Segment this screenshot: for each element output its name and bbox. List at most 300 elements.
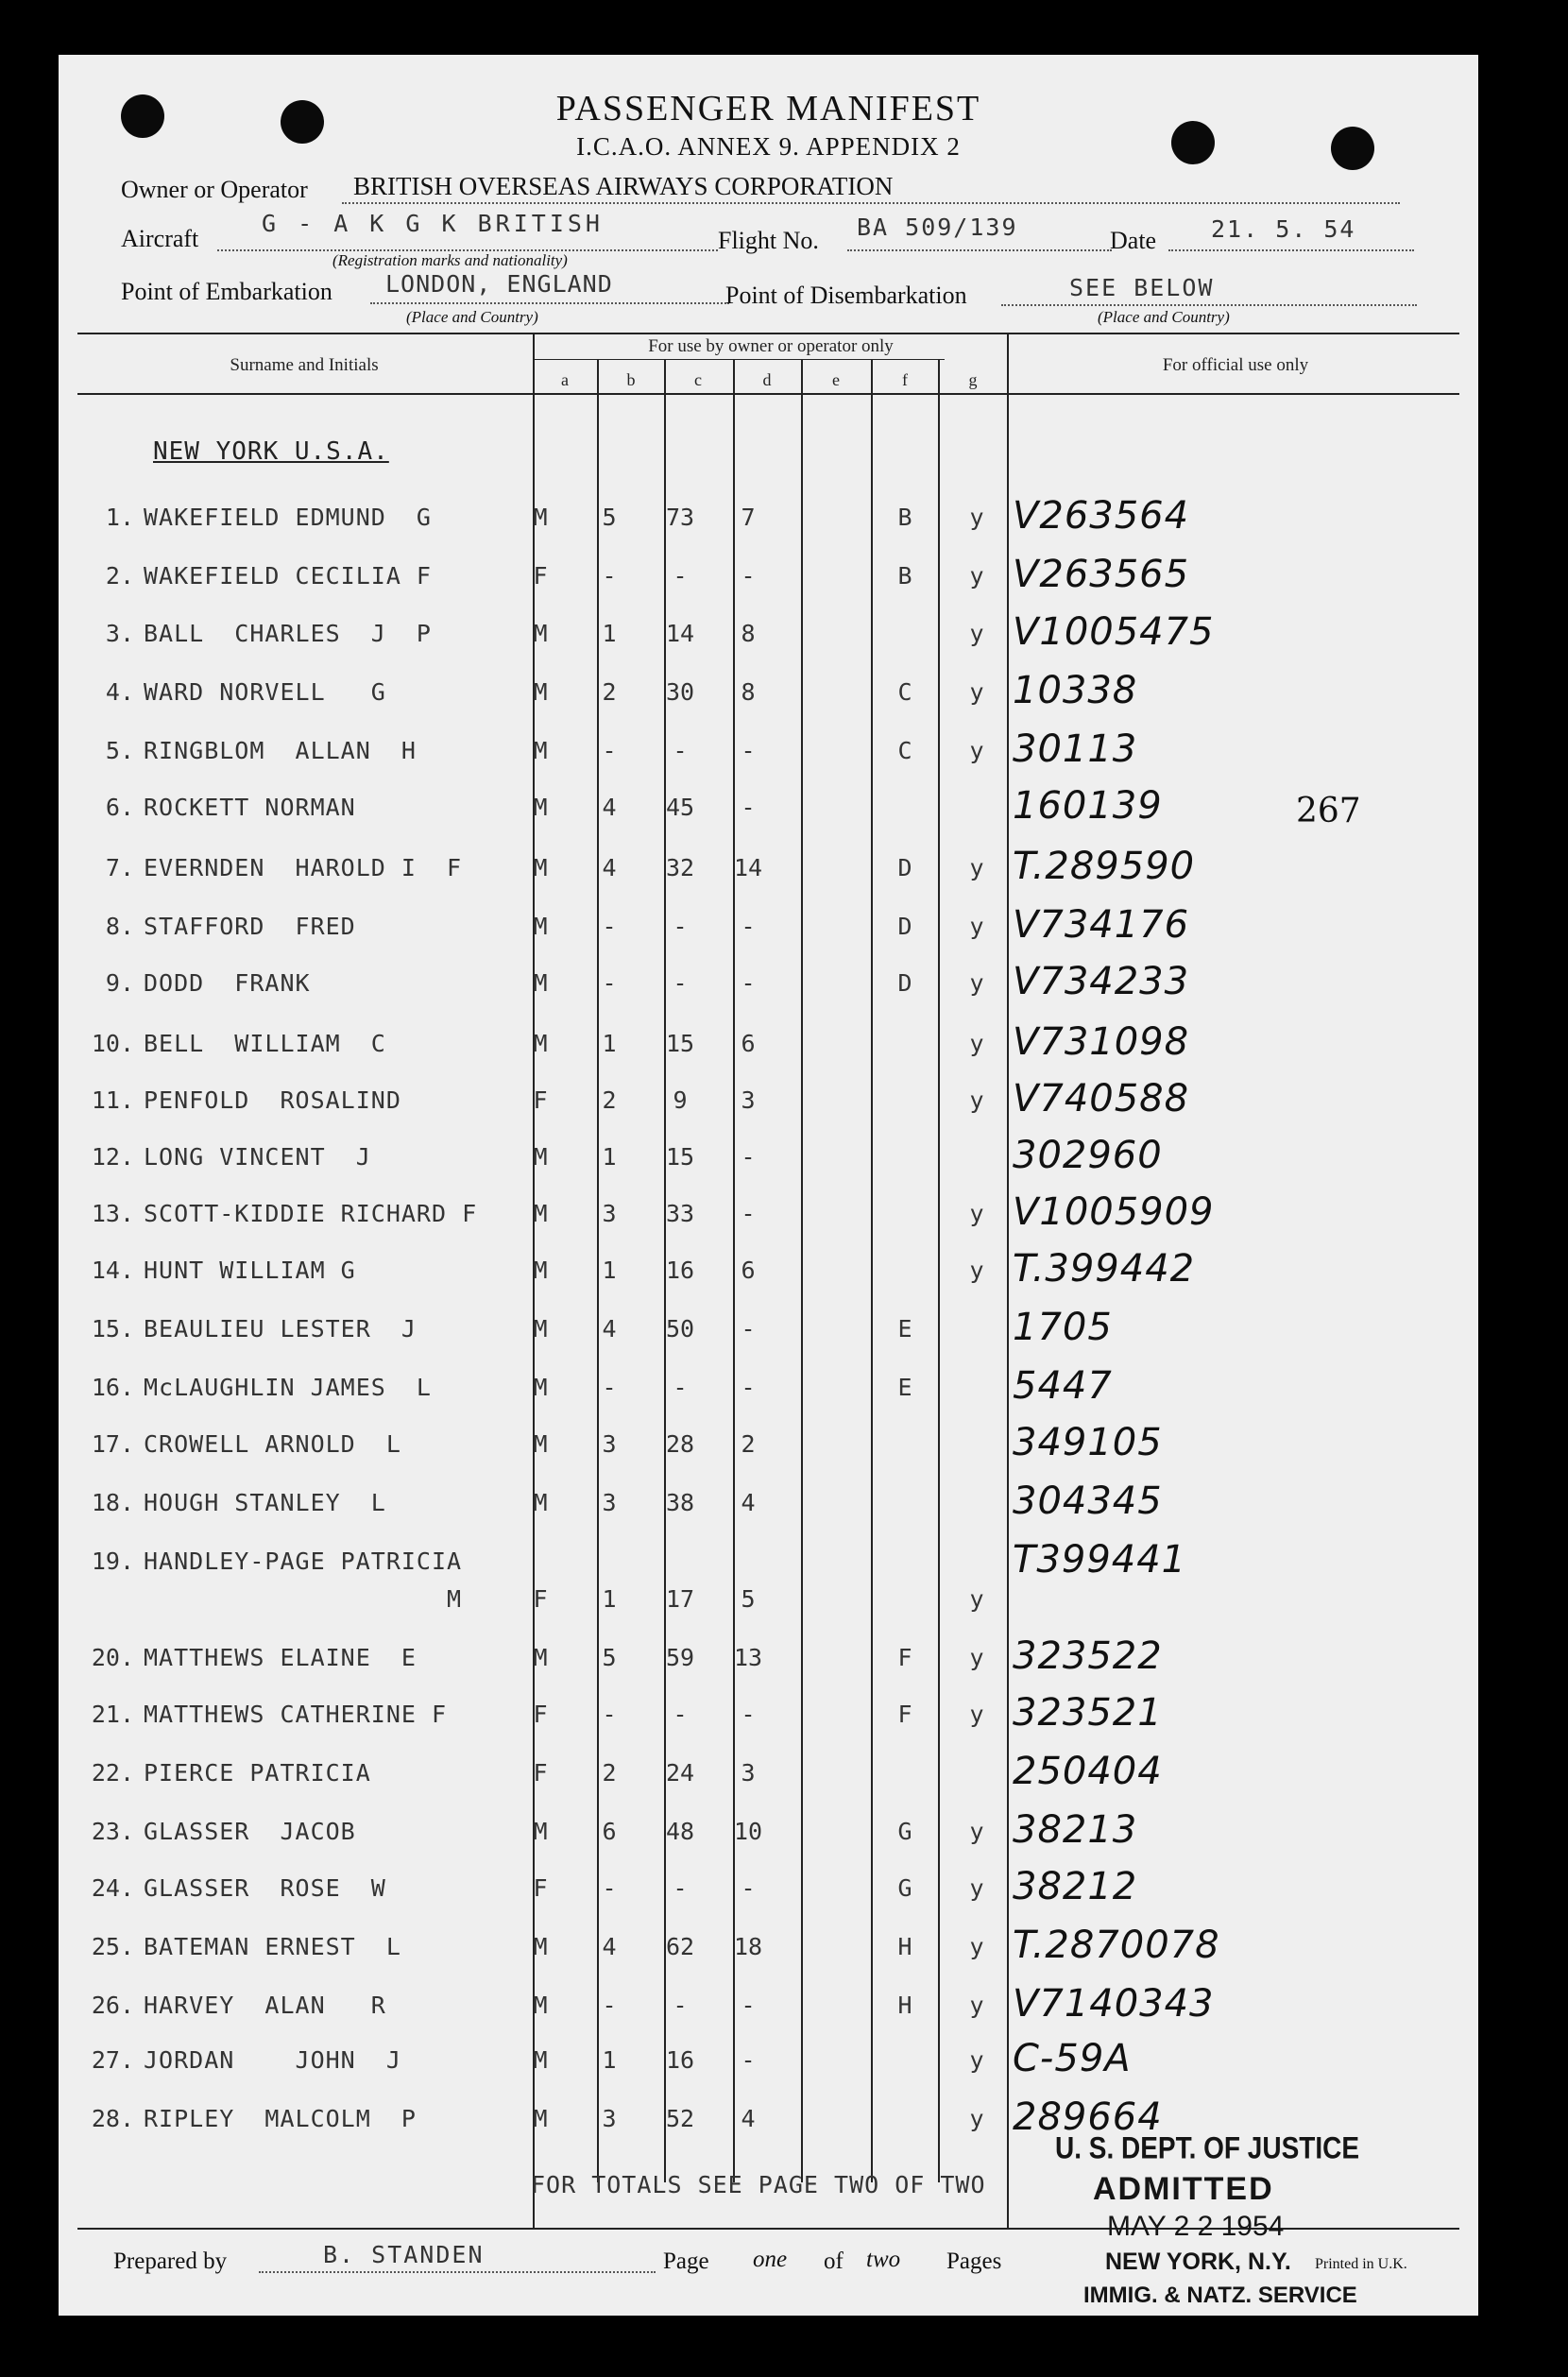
col-f: B — [897, 504, 912, 531]
col-f: C — [897, 737, 912, 764]
row-number: 28. — [91, 2105, 134, 2132]
table-row — [59, 610, 1478, 658]
passenger-name: M — [144, 1585, 463, 1613]
row-number: 12. — [91, 1143, 134, 1171]
col-c: 30 — [665, 678, 695, 706]
col-c: 16 — [665, 1257, 695, 1284]
table-row — [59, 2037, 1478, 2084]
col-b: 3 — [602, 1489, 617, 1516]
col-d: - — [741, 794, 756, 821]
disembark-label: Point of Disembarkation — [725, 282, 967, 309]
row-number: 26. — [91, 1992, 134, 2019]
official-entry: 323521 — [1013, 1691, 1163, 1735]
col-f: G — [897, 1818, 912, 1845]
col-f: G — [897, 1874, 912, 1902]
col-d: 7 — [741, 504, 756, 531]
stamp-line-5: IMMIG. & NATZ. SERVICE — [1083, 2283, 1357, 2308]
col-letter-b: b — [626, 370, 636, 389]
col-g: y — [969, 1644, 984, 1671]
embark-label: Point of Embarkation — [121, 278, 332, 305]
official-entry: 1705 — [1013, 1306, 1113, 1349]
passenger-name: HARVEY ALAN R — [144, 1992, 386, 2019]
col-c: 38 — [665, 1489, 695, 1516]
col-b: 4 — [602, 1933, 617, 1960]
row-number: 14. — [91, 1257, 134, 1284]
col-f: D — [897, 913, 912, 940]
section-heading: NEW YORK U.S.A. — [153, 437, 389, 466]
col-a: M — [533, 1489, 548, 1516]
col-a: M — [533, 1992, 548, 2019]
col-b: 6 — [602, 1818, 617, 1845]
col-c: 24 — [665, 1759, 695, 1787]
table-row — [59, 1020, 1478, 1068]
official-entry: V263564 — [1013, 494, 1190, 538]
table-row — [59, 1585, 1478, 1623]
row-number: 22. — [91, 1759, 134, 1787]
col-a: F — [533, 1874, 548, 1902]
col-b: - — [602, 1992, 617, 2019]
col-b: 3 — [602, 1430, 617, 1458]
col-a: M — [533, 1374, 548, 1401]
document-title: PASSENGER MANIFEST — [555, 89, 981, 128]
col-d: - — [741, 1143, 756, 1171]
passenger-name: HANDLEY-PAGE PATRICIA — [144, 1548, 463, 1575]
row-number: 15. — [91, 1315, 134, 1342]
col-b: 2 — [602, 1759, 617, 1787]
col-d: - — [741, 737, 756, 764]
table-row — [59, 1808, 1478, 1855]
col-d: - — [741, 562, 756, 590]
table-row — [59, 960, 1478, 1007]
col-b: 1 — [602, 1585, 617, 1613]
col-c: - — [673, 913, 688, 940]
totals-note: FOR TOTALS SEE PAGE TWO OF TWO — [531, 2171, 986, 2198]
col-a: F — [533, 1701, 548, 1728]
col-f: D — [897, 854, 912, 881]
flight-label: Flight No. — [718, 227, 819, 254]
row-number: 3. — [105, 620, 134, 647]
col-c: 59 — [665, 1644, 695, 1671]
official-entry: 349105 — [1013, 1421, 1163, 1464]
col-d: 8 — [741, 620, 756, 647]
official-entry: 30113 — [1013, 727, 1138, 771]
table-row — [59, 1077, 1478, 1124]
col-c: 17 — [665, 1585, 695, 1613]
col-b: 1 — [602, 2046, 617, 2074]
aircraft-value: G - A K G K BRITISH — [262, 210, 604, 237]
col-g: y — [969, 1030, 984, 1057]
col-d: 4 — [741, 2105, 756, 2132]
col-g: y — [969, 1585, 984, 1613]
official-entry: V731098 — [1013, 1020, 1190, 1064]
col-b: 5 — [602, 504, 617, 531]
col-c: - — [673, 1992, 688, 2019]
col-c: - — [673, 969, 688, 997]
table-row — [59, 1924, 1478, 1971]
row-number: 10. — [91, 1030, 134, 1057]
table-row — [59, 1306, 1478, 1353]
col-c: - — [673, 562, 688, 590]
col-g: y — [969, 969, 984, 997]
col-g: y — [969, 737, 984, 764]
official-entry: V7140343 — [1013, 1982, 1215, 2026]
table-row — [59, 1247, 1478, 1294]
prepared-line — [259, 2271, 656, 2273]
col-c: 50 — [665, 1315, 695, 1342]
passenger-name: McLAUGHLIN JAMES L — [144, 1374, 432, 1401]
date-label: Date — [1110, 227, 1157, 254]
official-entry: 160139 — [1013, 784, 1163, 828]
owner-label: Owner or Operator — [121, 176, 308, 203]
col-a: F — [533, 1086, 548, 1114]
col-g: y — [969, 2046, 984, 2074]
passenger-name: BELL WILLIAM C — [144, 1030, 386, 1057]
official-use-header: For official use only — [1162, 355, 1309, 375]
col-d: - — [741, 1374, 756, 1401]
row-number: 17. — [91, 1430, 134, 1458]
stamp-line-1: U. S. DEPT. OF JUSTICE — [1055, 2130, 1360, 2165]
col-g: y — [969, 2105, 984, 2132]
col-a: M — [533, 1933, 548, 1960]
col-f: E — [897, 1315, 912, 1342]
row-number: 18. — [91, 1489, 134, 1516]
passenger-name: DODD FRANK — [144, 969, 311, 997]
passenger-name: PENFOLD ROSALIND — [144, 1086, 401, 1114]
table-row — [59, 903, 1478, 950]
aircraft-label: Aircraft — [121, 225, 199, 252]
official-entry: T.289590 — [1013, 845, 1196, 888]
col-d: 4 — [741, 1489, 756, 1516]
col-f: D — [897, 969, 912, 997]
col-b: 4 — [602, 1315, 617, 1342]
col-g: y — [969, 562, 984, 590]
col-d: 3 — [741, 1086, 756, 1114]
col-c: 15 — [665, 1143, 695, 1171]
col-d: 6 — [741, 1030, 756, 1057]
embark-note: (Place and Country) — [406, 308, 538, 326]
passenger-name: RINGBLOM ALLAN H — [144, 737, 417, 764]
official-entry: T.2870078 — [1013, 1924, 1220, 1967]
document-subtitle: I.C.A.O. ANNEX 9. APPENDIX 2 — [576, 132, 961, 161]
col-f: F — [897, 1644, 912, 1671]
pages-label: Pages — [946, 2249, 1002, 2274]
row-number: 6. — [105, 794, 134, 821]
col-c: - — [673, 737, 688, 764]
col-c: 73 — [665, 504, 695, 531]
col-d: 14 — [733, 854, 763, 881]
col-g: y — [969, 854, 984, 881]
row-number: 16. — [91, 1374, 134, 1401]
stamp-line-2: ADMITTED — [1093, 2171, 1274, 2207]
col-a: M — [533, 969, 548, 997]
table-row — [59, 1134, 1478, 1181]
col-b: 2 — [602, 678, 617, 706]
col-a: M — [533, 1818, 548, 1845]
table-row — [59, 1479, 1478, 1527]
col-b: 1 — [602, 620, 617, 647]
official-entry: 5447 — [1013, 1364, 1113, 1408]
official-entry: C-59A — [1013, 2037, 1132, 2080]
passenger-name: HOUGH STANLEY L — [144, 1489, 386, 1516]
row-number: 19. — [91, 1548, 134, 1575]
official-entry: 250404 — [1013, 1750, 1163, 1793]
row-number: 8. — [105, 913, 134, 940]
col-d: - — [741, 969, 756, 997]
col-c: 9 — [673, 1086, 688, 1114]
col-b: 2 — [602, 1086, 617, 1114]
col-b: - — [602, 913, 617, 940]
handwritten-annotation: 267 — [1296, 792, 1361, 830]
col-letter-c: c — [694, 370, 702, 389]
table-row — [59, 1865, 1478, 1912]
col-d: - — [741, 913, 756, 940]
passenger-name: MATTHEWS ELAINE E — [144, 1644, 417, 1671]
passenger-name: MATTHEWS CATHERINE F — [144, 1701, 448, 1728]
table-row — [59, 1750, 1478, 1797]
col-d: - — [741, 1701, 756, 1728]
embark-value: LONDON, ENGLAND — [385, 270, 613, 298]
official-entry: V1005475 — [1013, 610, 1215, 654]
official-entry: V734176 — [1013, 903, 1190, 947]
official-entry: 302960 — [1013, 1134, 1163, 1177]
col-c: 62 — [665, 1933, 695, 1960]
row-number: 25. — [91, 1933, 134, 1960]
col-c: 14 — [665, 620, 695, 647]
col-b: 4 — [602, 794, 617, 821]
row-number: 13. — [91, 1200, 134, 1227]
stamp-line-4: NEW YORK, N.Y. — [1105, 2249, 1291, 2275]
col-g: y — [969, 620, 984, 647]
col-g: y — [969, 1086, 984, 1114]
col-f: E — [897, 1374, 912, 1401]
col-b: 1 — [602, 1257, 617, 1284]
col-g: y — [969, 1200, 984, 1227]
passenger-name: EVERNDEN HAROLD I F — [144, 854, 463, 881]
official-entry: V1005909 — [1013, 1190, 1215, 1234]
col-d: 13 — [733, 1644, 763, 1671]
col-b: - — [602, 737, 617, 764]
row-number: 20. — [91, 1644, 134, 1671]
col-g: y — [969, 678, 984, 706]
col-f: F — [897, 1701, 912, 1728]
table-row — [59, 553, 1478, 600]
table-row — [59, 784, 1478, 831]
official-entry: V740588 — [1013, 1077, 1190, 1120]
col-letter-e: e — [832, 370, 840, 389]
col-letter-a: a — [561, 370, 569, 389]
passenger-name: WAKEFIELD CECILIA F — [144, 562, 432, 590]
row-number: 24. — [91, 1874, 134, 1902]
table-row — [59, 1421, 1478, 1468]
passenger-list — [59, 55, 1478, 2316]
col-c: 45 — [665, 794, 695, 821]
official-entry: V263565 — [1013, 553, 1190, 596]
aircraft-note: (Registration marks and nationality) — [332, 251, 568, 269]
col-f: B — [897, 562, 912, 590]
col-b: - — [602, 969, 617, 997]
passenger-name: GLASSER JACOB — [144, 1818, 356, 1845]
table-row — [59, 727, 1478, 775]
passenger-name: WARD NORVELL G — [144, 678, 386, 706]
col-d: 18 — [733, 1933, 763, 1960]
table-row — [59, 1691, 1478, 1738]
passenger-name: STAFFORD FRED — [144, 913, 356, 940]
col-d: - — [741, 1200, 756, 1227]
col-f: H — [897, 1933, 912, 1960]
col-c: 52 — [665, 2105, 695, 2132]
passenger-name: HUNT WILLIAM G — [144, 1257, 356, 1284]
col-c: 15 — [665, 1030, 695, 1057]
row-number: 5. — [105, 737, 134, 764]
col-a: M — [533, 2046, 548, 2074]
col-a: M — [533, 794, 548, 821]
col-c: 48 — [665, 1818, 695, 1845]
col-a: M — [533, 854, 548, 881]
col-d: - — [741, 1315, 756, 1342]
date-value: 21. 5. 54 — [1211, 215, 1356, 243]
print-note: Printed in U.K. — [1315, 2256, 1407, 2272]
col-a: M — [533, 2105, 548, 2132]
col-a: M — [533, 1315, 548, 1342]
passenger-name: BEAULIEU LESTER J — [144, 1315, 417, 1342]
passenger-name: WAKEFIELD EDMUND G — [144, 504, 432, 531]
col-c: - — [673, 1374, 688, 1401]
official-entry: 304345 — [1013, 1479, 1163, 1523]
prepared-value: B. STANDEN — [323, 2241, 485, 2268]
col-letter-g: g — [968, 370, 978, 389]
col-f: H — [897, 1992, 912, 2019]
official-entry: 323522 — [1013, 1634, 1163, 1678]
passenger-name: PIERCE PATRICIA — [144, 1759, 371, 1787]
passenger-name: CROWELL ARNOLD L — [144, 1430, 401, 1458]
surname-column-header: Surname and Initials — [230, 355, 379, 375]
col-a: M — [533, 737, 548, 764]
col-letter-f: f — [902, 370, 908, 389]
col-a: M — [533, 1030, 548, 1057]
table-row — [59, 1538, 1478, 1585]
table-row — [59, 494, 1478, 541]
flight-value: BA 509/139 — [857, 214, 1018, 241]
col-a: M — [533, 620, 548, 647]
passenger-name: GLASSER ROSE W — [144, 1874, 386, 1902]
passenger-name: BATEMAN ERNEST L — [144, 1933, 401, 1960]
col-g: y — [969, 1933, 984, 1960]
page-label: Page — [663, 2249, 709, 2274]
passenger-name: SCOTT-KIDDIE RICHARD F — [144, 1200, 478, 1227]
col-g: y — [969, 913, 984, 940]
row-number: 1. — [105, 504, 134, 531]
col-c: 28 — [665, 1430, 695, 1458]
official-entry: 38213 — [1013, 1808, 1138, 1852]
col-d: - — [741, 1874, 756, 1902]
col-a: F — [533, 562, 548, 590]
col-c: 32 — [665, 854, 695, 881]
col-a: M — [533, 1430, 548, 1458]
col-a: M — [533, 1257, 548, 1284]
passenger-name: LONG VINCENT J — [144, 1143, 371, 1171]
passenger-name: ROCKETT NORMAN — [144, 794, 356, 821]
row-number: 23. — [91, 1818, 134, 1845]
col-a: M — [533, 504, 548, 531]
col-d: 5 — [741, 1585, 756, 1613]
table-row — [59, 1190, 1478, 1238]
col-g: y — [969, 1701, 984, 1728]
col-b: - — [602, 1701, 617, 1728]
official-entry: 38212 — [1013, 1865, 1138, 1908]
col-d: - — [741, 2046, 756, 2074]
col-b: 4 — [602, 854, 617, 881]
manifest-page — [59, 55, 1478, 2316]
col-a: M — [533, 913, 548, 940]
col-b: 3 — [602, 1200, 617, 1227]
col-b: 1 — [602, 1030, 617, 1057]
col-b: - — [602, 562, 617, 590]
row-number: 11. — [91, 1086, 134, 1114]
disembark-note: (Place and Country) — [1098, 308, 1230, 326]
passenger-name: JORDAN JOHN J — [144, 2046, 401, 2074]
col-g: y — [969, 1818, 984, 1845]
col-g: y — [969, 1257, 984, 1284]
col-c: 33 — [665, 1200, 695, 1227]
col-a: F — [533, 1585, 548, 1613]
official-entry: 10338 — [1013, 669, 1138, 712]
col-d: 6 — [741, 1257, 756, 1284]
col-b: - — [602, 1374, 617, 1401]
row-number: 9. — [105, 969, 134, 997]
col-f: C — [897, 678, 912, 706]
col-g: y — [969, 1874, 984, 1902]
of-value: two — [866, 2247, 901, 2272]
row-number: 7. — [105, 854, 134, 881]
col-d: 3 — [741, 1759, 756, 1787]
owner-use-header: For use by owner or operator only — [648, 336, 894, 356]
table-row — [59, 1364, 1478, 1411]
row-number: 27. — [91, 2046, 134, 2074]
col-d: 10 — [733, 1818, 763, 1845]
col-a: M — [533, 1200, 548, 1227]
page-value: one — [753, 2247, 788, 2272]
prepared-label: Prepared by — [113, 2249, 228, 2274]
col-b: 3 — [602, 2105, 617, 2132]
col-g: y — [969, 1992, 984, 2019]
col-d: 2 — [741, 1430, 756, 1458]
table-row — [59, 1634, 1478, 1682]
col-c: 16 — [665, 2046, 695, 2074]
row-number: 2. — [105, 562, 134, 590]
stamp-line-3: MAY 2 2 1954 — [1107, 2211, 1285, 2242]
col-b: 5 — [602, 1644, 617, 1671]
table-row — [59, 845, 1478, 892]
col-c: - — [673, 1701, 688, 1728]
official-entry: T.399442 — [1013, 1247, 1196, 1291]
col-a: M — [533, 678, 548, 706]
col-letter-d: d — [762, 370, 772, 389]
row-number: 21. — [91, 1701, 134, 1728]
official-entry: V734233 — [1013, 960, 1190, 1003]
col-d: 8 — [741, 678, 756, 706]
col-a: M — [533, 1644, 548, 1671]
official-entry: 289664 — [1013, 2095, 1163, 2139]
disembark-value: SEE BELOW — [1069, 274, 1215, 301]
owner-value: BRITISH OVERSEAS AIRWAYS CORPORATION — [353, 172, 894, 200]
passenger-name: BALL CHARLES J P — [144, 620, 432, 647]
passenger-name: RIPLEY MALCOLM P — [144, 2105, 417, 2132]
of-label: of — [824, 2249, 844, 2274]
col-a: M — [533, 1143, 548, 1171]
official-entry: T399441 — [1013, 1538, 1187, 1582]
col-b: - — [602, 1874, 617, 1902]
col-c: - — [673, 1874, 688, 1902]
